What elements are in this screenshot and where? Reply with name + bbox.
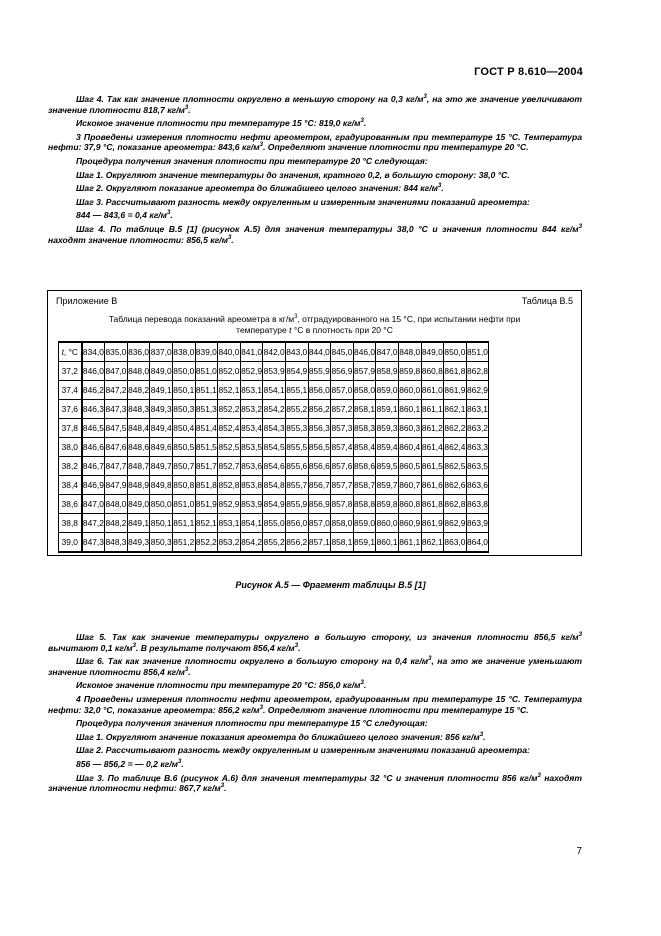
density-cell: 855,9 xyxy=(285,495,308,514)
density-cell: 858,6 xyxy=(353,457,376,476)
density-cell: 855,0 xyxy=(263,514,286,533)
density-cell: 855,9 xyxy=(308,362,331,381)
density-cell: 861,6 xyxy=(421,476,444,495)
header-density-cell: 841,0 xyxy=(240,342,263,362)
density-cell: 859,7 xyxy=(376,476,399,495)
top-text-block xyxy=(48,94,582,248)
density-cell: 862,9 xyxy=(466,381,489,400)
table-row xyxy=(59,419,489,438)
density-cell: 850,4 xyxy=(172,419,195,438)
header-density-cell: 845,0 xyxy=(331,342,354,362)
density-cell: 855,1 xyxy=(285,381,308,400)
density-cell: 850,7 xyxy=(172,457,195,476)
density-cell: 855,6 xyxy=(285,457,308,476)
density-cell: 857,8 xyxy=(331,495,354,514)
density-cell: 846,0 xyxy=(82,362,105,381)
document-code: ГОСТ Р 8.610—2004 xyxy=(474,66,583,78)
density-cell: 852,9 xyxy=(218,495,241,514)
density-cell: 855,7 xyxy=(285,476,308,495)
header-density-cell: 843,0 xyxy=(285,342,308,362)
bottom-paragraph: Шаг 6. Так как значение плотности округлено в большую сторону на 0,4 $кг/м^3$, на это же значение уменьшают значение плотности 856,4 $кг/м^3$. xyxy=(48,656,582,677)
density-cell: 860,1 xyxy=(398,400,421,419)
density-cell: 862,8 xyxy=(466,362,489,381)
density-cell: 849,3 xyxy=(150,400,173,419)
density-cell: 862,4 xyxy=(444,438,467,457)
density-cell: 857,7 xyxy=(331,476,354,495)
density-cell: 862,2 xyxy=(444,419,467,438)
density-cell: 853,9 xyxy=(240,495,263,514)
density-cell: 853,6 xyxy=(240,457,263,476)
bottom-text-block xyxy=(48,632,582,797)
table-row xyxy=(59,381,489,400)
density-cell: 862,1 xyxy=(421,533,444,553)
density-cell: 860,0 xyxy=(376,514,399,533)
density-cell: 858,7 xyxy=(353,476,376,495)
top-paragraph: Процедура получения значения плотности при температуре 20 °С следующая: xyxy=(76,155,428,166)
density-cell: 851,1 xyxy=(195,381,218,400)
density-cell: 856,9 xyxy=(308,495,331,514)
density-cell: 847,3 xyxy=(105,400,128,419)
density-cell: 847,5 xyxy=(105,419,128,438)
table-row xyxy=(59,476,489,495)
figure-header xyxy=(56,296,573,306)
density-cell: 860,1 xyxy=(376,533,399,553)
density-cell: 856,7 xyxy=(308,476,331,495)
page-number: 7 xyxy=(576,846,582,857)
density-cell: 858,1 xyxy=(331,533,354,553)
density-cell: 858,3 xyxy=(353,419,376,438)
density-cell: 855,2 xyxy=(263,533,286,553)
header-density-cell: 834,0 xyxy=(82,342,105,362)
bottom-paragraph: Шаг 1. Округляют значение показания ареометра до ближайшего целого значения: 856 $кг/м^3$. xyxy=(76,731,486,742)
density-cell: 847,2 xyxy=(82,514,105,533)
bottom-paragraph: Шаг 2. Рассчитывают разность между округленным и измеренным значениями показаний ареометра: xyxy=(76,745,530,756)
density-cell: 850,3 xyxy=(150,533,173,553)
density-cell: 847,9 xyxy=(105,476,128,495)
density-cell: 856,0 xyxy=(285,514,308,533)
table-title-line-1: Таблица перевода показаний ареометра в $кг/м^3$, отградуированного на 15 °С, при испытании нефти при xyxy=(108,314,521,324)
header-density-cell: 838,0 xyxy=(172,342,195,362)
density-cell: 863,3 xyxy=(466,438,489,457)
density-cell: 848,7 xyxy=(127,457,150,476)
density-cell: 852,8 xyxy=(218,476,241,495)
density-cell: 859,0 xyxy=(376,381,399,400)
density-cell: 853,1 xyxy=(218,514,241,533)
density-cell: 846,7 xyxy=(82,457,105,476)
density-table xyxy=(58,341,489,553)
density-cell: 861,8 xyxy=(444,362,467,381)
header-density-cell: 835,0 xyxy=(105,342,128,362)
density-cell: 861,1 xyxy=(398,533,421,553)
density-cell: 848,3 xyxy=(127,400,150,419)
density-cell: 849,3 xyxy=(127,533,150,553)
density-cell: 849,0 xyxy=(150,362,173,381)
density-cell: 848,3 xyxy=(105,533,128,553)
table-header-row xyxy=(59,342,489,362)
density-cell: 847,2 xyxy=(105,381,128,400)
density-cell: 853,4 xyxy=(240,419,263,438)
density-cell: 860,3 xyxy=(398,419,421,438)
density-cell: 856,2 xyxy=(285,533,308,553)
density-cell: 851,9 xyxy=(195,495,218,514)
density-cell: 862,8 xyxy=(444,495,467,514)
density-cell: 853,9 xyxy=(263,362,286,381)
top-paragraph: Шаг 4. По таблице В.5 [1] (рисунок А.5) для значения температуры 38,0 °С и значения плотности 844 $кг/м^3$ находят значение плотности: 856,5 $кг/м^3$. xyxy=(48,223,582,245)
density-cell: 846,5 xyxy=(82,419,105,438)
header-density-cell: 842,0 xyxy=(263,342,286,362)
top-paragraph: 844 — 843,6 = 0,4 $кг/м^3$. xyxy=(76,210,173,221)
temperature-cell: 37,2 xyxy=(59,362,82,381)
temperature-cell: 39,0 xyxy=(59,533,82,553)
density-cell: 851,4 xyxy=(195,419,218,438)
density-cell: 854,2 xyxy=(263,400,286,419)
density-cell: 853,2 xyxy=(218,533,241,553)
density-cell: 863,0 xyxy=(444,533,467,553)
density-cell: 857,1 xyxy=(308,533,331,553)
top-paragraph: Шаг 3. Рассчитывают разность между округленным и измеренным значениями показаний ареометра: xyxy=(76,196,530,207)
density-cell: 856,3 xyxy=(308,419,331,438)
density-cell: 856,0 xyxy=(308,381,331,400)
density-cell: 859,3 xyxy=(376,419,399,438)
density-cell: 848,2 xyxy=(127,381,150,400)
density-cell: 860,5 xyxy=(398,457,421,476)
density-cell: 846,2 xyxy=(82,381,105,400)
top-paragraph: Шаг 1. Округляют значение температуры до значения, кратного 0,2, в большую сторону: 38,0 °С. xyxy=(76,169,510,180)
density-cell: 856,5 xyxy=(308,438,331,457)
density-cell: 846,6 xyxy=(82,438,105,457)
density-cell: 854,9 xyxy=(285,362,308,381)
density-cell: 851,2 xyxy=(172,533,195,553)
density-cell: 861,9 xyxy=(421,514,444,533)
top-paragraph: Шаг 4. Так как значение плотности округлено в меньшую сторону на 0,3 $кг/м^3$, на это же значение увеличивают значение плотности 818,7 $кг/м^3$. xyxy=(48,94,582,115)
temperature-cell: 38,4 xyxy=(59,476,82,495)
temperature-cell: 37,4 xyxy=(59,381,82,400)
density-cell: 854,1 xyxy=(240,514,263,533)
density-cell: 860,8 xyxy=(421,362,444,381)
density-cell: 848,4 xyxy=(127,419,150,438)
density-cell: 861,5 xyxy=(421,457,444,476)
density-cell: 856,9 xyxy=(331,362,354,381)
density-cell: 851,3 xyxy=(195,400,218,419)
density-cell: 854,5 xyxy=(263,438,286,457)
header-density-cell: 850,0 xyxy=(444,342,467,362)
density-cell: 861,0 xyxy=(421,381,444,400)
density-cell: 852,2 xyxy=(218,400,241,419)
corner-cell: t, °С xyxy=(59,342,82,362)
density-cell: 862,9 xyxy=(444,514,467,533)
density-cell: 847,7 xyxy=(105,457,128,476)
density-cell: 863,5 xyxy=(466,457,489,476)
header-density-cell: 837,0 xyxy=(150,342,173,362)
temperature-cell: 38,6 xyxy=(59,495,82,514)
density-cell: 849,4 xyxy=(150,419,173,438)
appendix-label: Приложение В xyxy=(56,296,118,306)
density-cell: 857,6 xyxy=(331,457,354,476)
density-cell: 847,6 xyxy=(105,438,128,457)
bottom-paragraph: Искомое значение плотности при температуре 20 °С: 856,0 $кг/м^3$. xyxy=(76,680,367,691)
temperature-cell: 37,6 xyxy=(59,400,82,419)
density-cell: 853,1 xyxy=(240,381,263,400)
density-cell: 852,1 xyxy=(195,514,218,533)
density-cell: 848,9 xyxy=(127,476,150,495)
density-cell: 860,0 xyxy=(398,381,421,400)
bottom-paragraph: 4 Проведены измерения плотности нефти ареометром, градуированным при температуре 15 °С. Температура нефти: 32,0 °С, показание ареометра: 856,2 $кг/м^3$. Определяют значение плотности при температуре 15 °С. xyxy=(48,693,582,715)
temperature-cell: 38,0 xyxy=(59,438,82,457)
table-row xyxy=(59,457,489,476)
table-row xyxy=(59,533,489,553)
density-cell: 850,3 xyxy=(172,400,195,419)
density-cell: 859,0 xyxy=(353,514,376,533)
header-density-cell: 840,0 xyxy=(218,342,241,362)
density-cell: 858,1 xyxy=(353,400,376,419)
density-cell: 853,8 xyxy=(240,476,263,495)
density-cell: 860,8 xyxy=(398,495,421,514)
density-cell: 863,1 xyxy=(466,400,489,419)
density-cell: 850,1 xyxy=(150,514,173,533)
density-cell: 854,3 xyxy=(263,419,286,438)
density-cell: 852,2 xyxy=(195,533,218,553)
density-cell: 854,9 xyxy=(263,495,286,514)
table-title xyxy=(68,314,561,336)
density-cell: 849,7 xyxy=(150,457,173,476)
density-cell: 850,5 xyxy=(172,438,195,457)
density-cell: 857,9 xyxy=(353,362,376,381)
density-cell: 859,4 xyxy=(376,438,399,457)
density-cell: 861,9 xyxy=(444,381,467,400)
density-cell: 855,2 xyxy=(285,400,308,419)
header-density-cell: 839,0 xyxy=(195,342,218,362)
density-cell: 851,7 xyxy=(195,457,218,476)
density-cell: 856,2 xyxy=(308,400,331,419)
bottom-paragraph: Шаг 5. Так как значение температуры округлено в большую сторону, из значения плотности 856,5 $кг/м^3$ вычитают 0,1 $кг/м^3$. В результате получают 856,4 $кг/м^3$. xyxy=(48,632,582,653)
top-paragraph: Искомое значение плотности при температуре 15 °С: 819,0 $кг/м^3$. xyxy=(76,118,367,129)
table-title-line-2: температуре t °С в плотность при 20 °С xyxy=(236,325,393,335)
density-cell: 858,0 xyxy=(331,514,354,533)
header-density-cell: 849,0 xyxy=(421,342,444,362)
header-density-cell: 836,0 xyxy=(127,342,150,362)
density-cell: 854,2 xyxy=(240,533,263,553)
density-cell: 848,0 xyxy=(105,495,128,514)
density-cell: 861,8 xyxy=(421,495,444,514)
figure-caption: Рисунок А.5 — Фрагмент таблицы В.5 [1] xyxy=(235,580,426,590)
table-row xyxy=(59,495,489,514)
table-row xyxy=(59,438,489,457)
density-cell: 851,0 xyxy=(172,495,195,514)
header-density-cell: 844,0 xyxy=(308,342,331,362)
density-cell: 848,6 xyxy=(127,438,150,457)
density-cell: 852,7 xyxy=(218,457,241,476)
density-cell: 857,0 xyxy=(331,381,354,400)
density-cell: 850,1 xyxy=(172,381,195,400)
density-cell: 861,4 xyxy=(421,438,444,457)
density-cell: 862,1 xyxy=(444,400,467,419)
density-cell: 852,0 xyxy=(218,362,241,381)
density-cell: 861,2 xyxy=(421,419,444,438)
density-cell: 846,3 xyxy=(82,400,105,419)
density-cell: 848,0 xyxy=(127,362,150,381)
density-cell: 855,5 xyxy=(285,438,308,457)
density-cell: 850,0 xyxy=(172,362,195,381)
density-cell: 859,8 xyxy=(376,495,399,514)
density-cell: 846,9 xyxy=(82,476,105,495)
header-density-cell: 846,0 xyxy=(353,342,376,362)
density-cell: 853,5 xyxy=(240,438,263,457)
density-cell: 854,6 xyxy=(263,457,286,476)
density-cell: 859,8 xyxy=(398,362,421,381)
header-density-cell: 851,0 xyxy=(466,342,489,362)
density-cell: 857,3 xyxy=(331,419,354,438)
table-label: Таблица В.5 xyxy=(521,296,573,306)
density-cell: 858,9 xyxy=(376,362,399,381)
density-cell: 847,0 xyxy=(105,362,128,381)
density-cell: 860,4 xyxy=(398,438,421,457)
density-cell: 858,0 xyxy=(353,381,376,400)
density-cell: 849,6 xyxy=(150,438,173,457)
bottom-paragraph: Процедура получения значения плотности при температуре 15 °С следующая: xyxy=(76,718,428,729)
table-row xyxy=(59,400,489,419)
header-density-cell: 847,0 xyxy=(376,342,399,362)
density-cell: 863,2 xyxy=(466,419,489,438)
density-cell: 857,4 xyxy=(331,438,354,457)
density-cell: 863,8 xyxy=(466,495,489,514)
density-cell: 856,6 xyxy=(308,457,331,476)
density-cell: 851,1 xyxy=(172,514,195,533)
density-cell: 850,0 xyxy=(150,495,173,514)
table-row xyxy=(59,514,489,533)
density-cell: 853,2 xyxy=(240,400,263,419)
temperature-cell: 37,8 xyxy=(59,419,82,438)
density-cell: 861,1 xyxy=(421,400,444,419)
density-cell: 852,9 xyxy=(240,362,263,381)
density-cell: 849,1 xyxy=(150,381,173,400)
density-cell: 847,0 xyxy=(82,495,105,514)
density-cell: 851,5 xyxy=(195,438,218,457)
temperature-cell: 38,2 xyxy=(59,457,82,476)
density-cell: 851,8 xyxy=(195,476,218,495)
density-cell: 854,8 xyxy=(263,476,286,495)
density-cell: 852,1 xyxy=(218,381,241,400)
density-cell: 847,3 xyxy=(82,533,105,553)
density-cell: 858,8 xyxy=(353,495,376,514)
density-cell: 852,5 xyxy=(218,438,241,457)
density-cell: 860,7 xyxy=(398,476,421,495)
density-cell: 860,9 xyxy=(398,514,421,533)
density-cell: 855,3 xyxy=(285,419,308,438)
bottom-paragraph: 856 — 856,2 = — 0,2 $кг/м^3$. xyxy=(76,758,184,769)
top-paragraph: 3 Проведены измерения плотности нефти ареометром, градуированным при температуре 15 °С. Температура нефти: 37,9 °С, показание ареометра: 843,6 $кг/м^3$. Определяют значение плотности при температуре 20 °С. xyxy=(48,131,582,153)
density-cell: 854,1 xyxy=(263,381,286,400)
density-cell: 851,0 xyxy=(195,362,218,381)
density-cell: 862,6 xyxy=(444,476,467,495)
density-cell: 859,5 xyxy=(376,457,399,476)
density-cell: 849,1 xyxy=(127,514,150,533)
density-cell: 863,9 xyxy=(466,514,489,533)
density-cell: 848,2 xyxy=(105,514,128,533)
density-cell: 858,4 xyxy=(353,438,376,457)
density-cell: 862,5 xyxy=(444,457,467,476)
density-cell: 852,4 xyxy=(218,419,241,438)
density-cell: 859,1 xyxy=(376,400,399,419)
top-paragraph: Шаг 2. Округляют показание ареометра до ближайшего целого значения: 844 $кг/м^3$. xyxy=(76,183,444,194)
density-cell: 850,8 xyxy=(172,476,195,495)
density-cell: 863,6 xyxy=(466,476,489,495)
figure-table-fragment xyxy=(47,290,582,556)
density-cell: 849,8 xyxy=(150,476,173,495)
density-cell: 857,0 xyxy=(308,514,331,533)
density-cell: 857,2 xyxy=(331,400,354,419)
density-cell: 859,1 xyxy=(353,533,376,553)
density-cell: 849,0 xyxy=(127,495,150,514)
density-cell: 864,0 xyxy=(466,533,489,553)
bottom-paragraph: Шаг 3. По таблице В.6 (рисунок А.6) для значения температуры 32 °С и значения плотности 856 $кг/м^3$ находят значение плотности нефти: 867,7 $кг/м^3$. xyxy=(48,772,582,794)
temperature-cell: 38,8 xyxy=(59,514,82,533)
table-row xyxy=(59,362,489,381)
header-density-cell: 848,0 xyxy=(398,342,421,362)
